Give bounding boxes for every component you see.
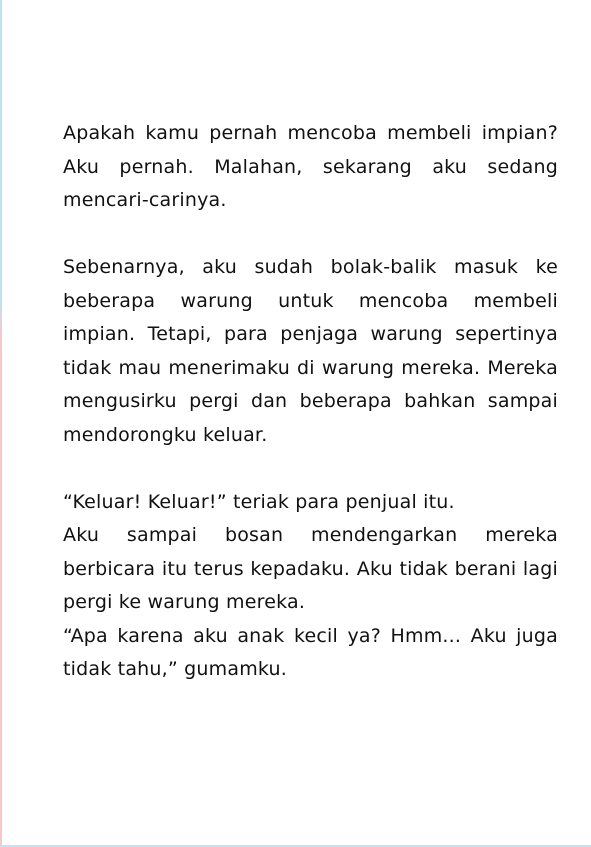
paragraph-1: Apakah kamu pernah mencoba membeli impian? Aku pernah. Malahan, sekarang aku sedang mencari-carinya. xyxy=(63,122,558,211)
paragraph-gap xyxy=(63,218,558,252)
paragraph-5: “Apa karena aku anak kecil ya? Hmm... Aku juga tidak tahu,” gumamku. xyxy=(63,624,558,680)
story-page xyxy=(63,117,558,687)
paragraph-gap xyxy=(63,452,558,486)
page-edge-left xyxy=(0,0,2,847)
paragraph-3: “Keluar! Keluar!” teriak para penjual itu. xyxy=(63,490,455,513)
paragraph-4: Aku sampai bosan mendengarkan mereka berbicara itu terus kepadaku. Aku tidak berani lagi pergi ke warung mereka. xyxy=(63,524,558,613)
paragraph-2: Sebenarnya, aku sudah bolak-balik masuk ke beberapa warung untuk mencoba membeli impian. Tetapi, para penjaga warung sepertinya tidak mau menerimaku di warung mereka. Mereka mengusirku pergi dan beberapa bahkan sampai mendorongku keluar. xyxy=(63,256,558,446)
